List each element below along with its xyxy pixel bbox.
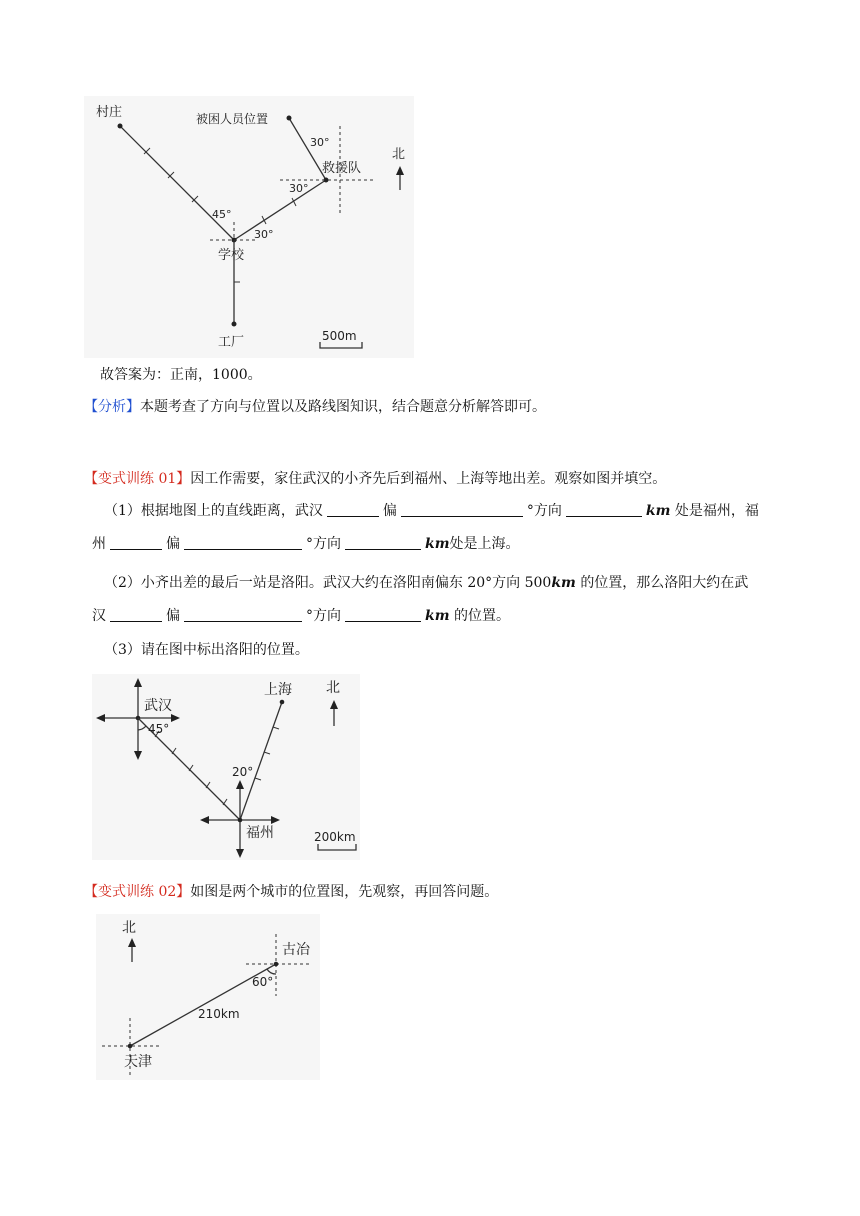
exercise2-heading	[84, 882, 498, 902]
label-scale: 200km	[314, 830, 356, 844]
label-wuhan: 武汉	[144, 698, 172, 714]
analysis-tag: 【分析】	[84, 399, 140, 415]
answer-blank[interactable]	[345, 607, 421, 622]
exercise1-intro: 因工作需要，家住武汉的小齐先后到福州、上海等地出差。观察如图并填空。	[190, 471, 667, 487]
answer-blank[interactable]	[401, 502, 523, 517]
q1-text: 偏	[166, 536, 180, 552]
q2-text: 汉	[92, 608, 106, 624]
factory-point	[232, 322, 237, 327]
q1-text: 偏	[382, 503, 397, 519]
q2-text: 的位置。	[453, 608, 510, 624]
question-3: （3）请在图中标出洛阳的位置。	[104, 642, 309, 658]
label-distance: 210km	[198, 1007, 240, 1021]
answer-line: 故答案为：正南，1000。	[100, 367, 262, 383]
label-north: 北	[392, 147, 406, 162]
label-angle: 60°	[252, 975, 274, 989]
label-guye: 古冶	[282, 942, 310, 958]
q1-text: °方向	[306, 536, 341, 552]
guye-point	[274, 962, 279, 967]
shanghai-point	[280, 700, 285, 705]
answer-blank[interactable]	[345, 535, 421, 550]
answer-blank[interactable]	[110, 535, 162, 550]
exercise1-tag: 【变式训练 01】	[84, 471, 191, 487]
label-shanghai: 上海	[264, 682, 292, 698]
label-north: 北	[326, 680, 340, 696]
label-village: 村庄	[96, 105, 123, 120]
label-angle: 30°	[310, 136, 330, 149]
exercise2-intro: 如图是两个城市的位置图，先观察，再回答问题。	[190, 884, 499, 900]
q1-text: 处是福州，福	[674, 503, 759, 519]
label-scale: 500m	[322, 329, 357, 343]
q2-text: 偏	[166, 608, 180, 624]
label-trapped-location: 被困人员位置	[196, 112, 269, 126]
label-rescue-team: 救援队	[322, 161, 362, 176]
label-angle: 20°	[232, 765, 254, 779]
answer-blank[interactable]	[566, 502, 642, 517]
q2-unit: km	[425, 608, 450, 624]
label-angle: 45°	[212, 208, 232, 221]
figure-tianjin-guye-map	[96, 914, 320, 1080]
label-tianjin: 天津	[124, 1054, 152, 1070]
figure-rescue-map	[84, 96, 414, 358]
q1-text: （1）根据地图上的直线距离，武汉	[104, 503, 323, 519]
fuzhou-point	[238, 818, 243, 823]
village-point	[118, 124, 123, 129]
answer-blank[interactable]	[110, 607, 162, 622]
label-north: 北	[122, 920, 136, 936]
exercise1-heading	[84, 469, 666, 489]
q2-unit: km	[551, 575, 576, 591]
exercise2-tag: 【变式训练 02】	[84, 884, 191, 900]
question-1-line-1	[104, 501, 759, 521]
q2-text: °方向	[306, 608, 341, 624]
q1-text: 处是上海。	[449, 536, 520, 552]
label-angle: 30°	[254, 228, 274, 241]
label-angle: 30°	[289, 182, 309, 195]
analysis-paragraph	[84, 397, 546, 417]
tianjin-point	[128, 1044, 133, 1049]
figure-wuhan-fuzhou-shanghai-map	[92, 674, 360, 860]
q1-text: 州	[92, 536, 106, 552]
label-angle: 45°	[148, 722, 170, 736]
q1-unit: km	[645, 503, 671, 519]
q1-unit: km	[425, 536, 450, 552]
answer-blank[interactable]	[184, 535, 302, 550]
label-fuzhou: 福州	[246, 825, 274, 841]
q2-text: （2）小齐出差的最后一站是洛阳。武汉大约在洛阳南偏东 20°方向 500	[104, 575, 552, 591]
analysis-text: 本题考查了方向与位置以及路线图知识，结合题意分析解答即可。	[140, 399, 546, 415]
q2-text: 的位置，那么洛阳大约在武	[580, 575, 749, 591]
q1-text: °方向	[526, 503, 562, 519]
question-2-line-1	[104, 573, 748, 593]
label-school: 学校	[218, 248, 245, 263]
answer-blank[interactable]	[327, 502, 379, 517]
label-factory: 工厂	[218, 335, 245, 350]
question-2-line-2	[92, 606, 510, 626]
question-1-line-2	[92, 534, 520, 554]
answer-blank[interactable]	[184, 607, 302, 622]
